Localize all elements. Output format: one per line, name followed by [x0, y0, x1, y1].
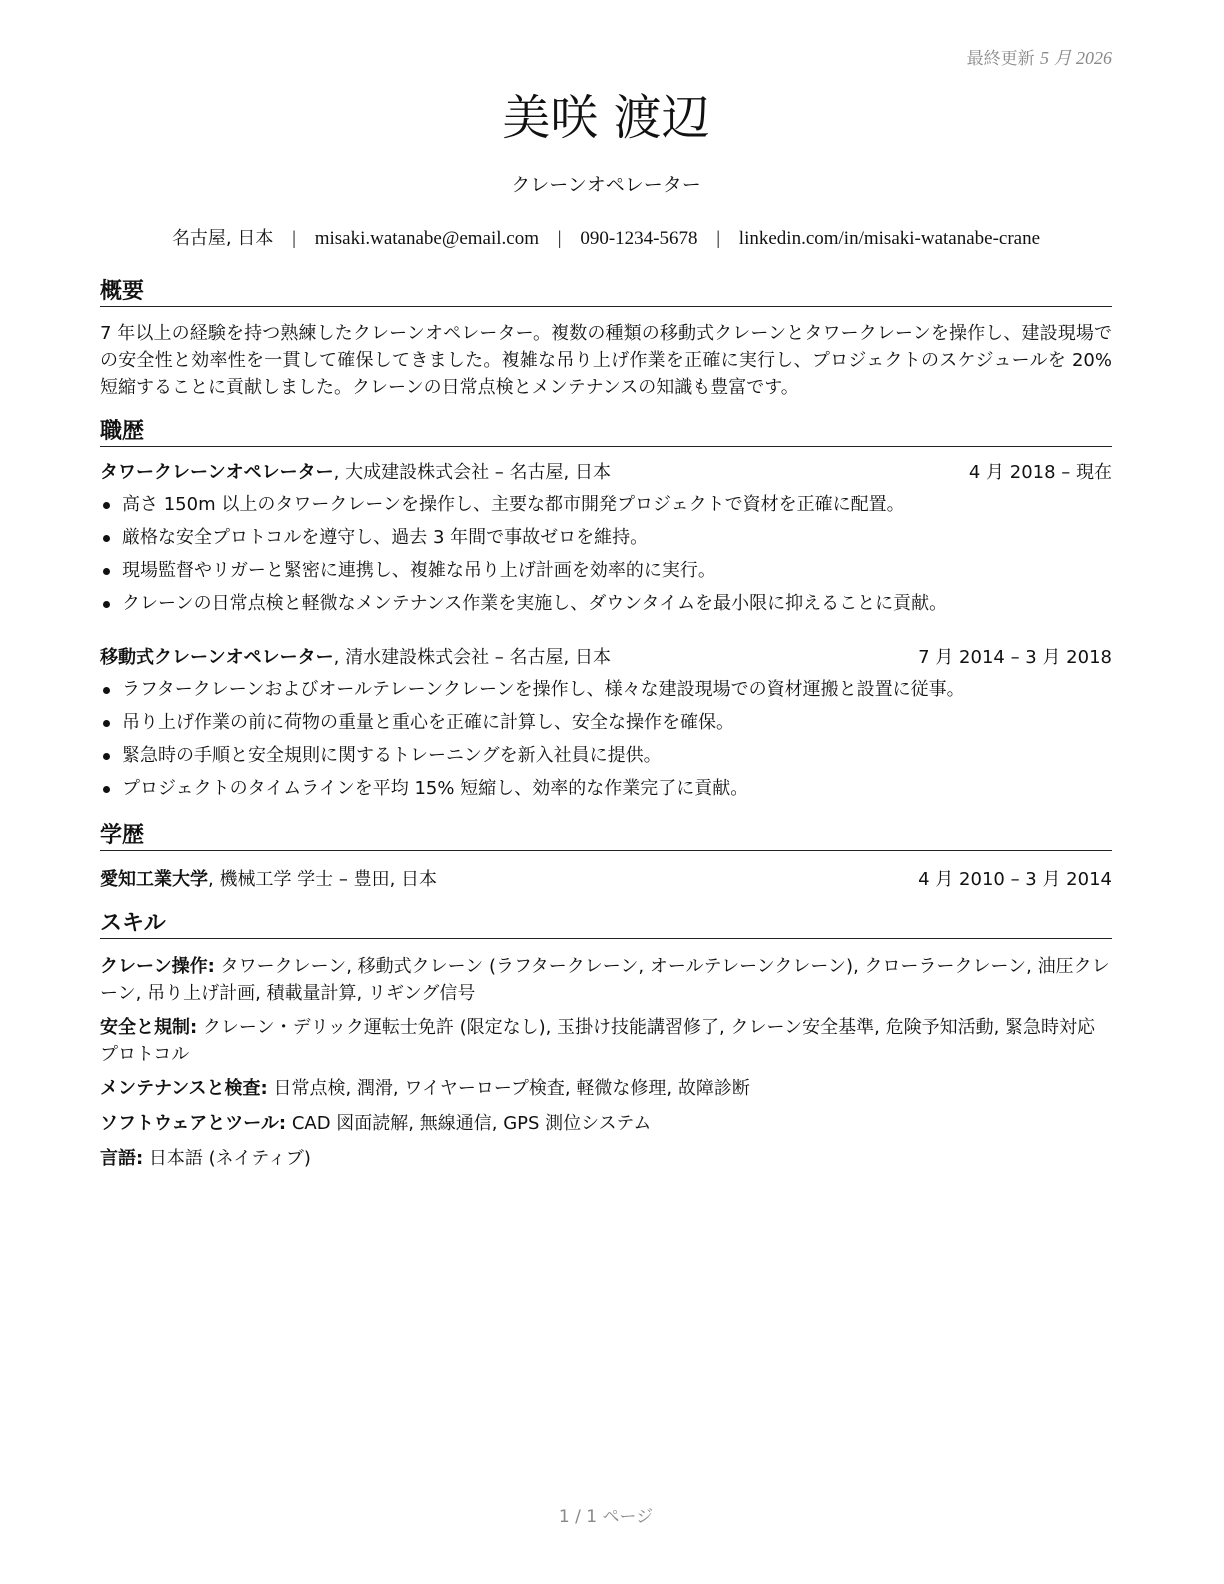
candidate-name: 美咲 渡辺 — [502, 90, 710, 146]
job-company: , 清水建設株式会社 – 名古屋, 日本 — [333, 647, 611, 668]
job-header — [100, 460, 1112, 486]
summary-text: 7 年以上の経験を持つ熟練したクレーンオペレーター。複数の種類の移動式クレーンとタワークレーンを操作し、建設現場での安全性と効率性を一貫して確保してきました。複雑な吊り上げ作業を正確に実行し、プロジェクトのスケジュールを 20% 短縮することに貢献しました。クレーンの日常点検とメンテナンスの知識も豊富です。 — [100, 323, 1112, 398]
contact-linkedin[interactable]: linkedin.com/in/misaki-watanabe-crane — [738, 228, 1041, 249]
last-updated-prefix: 最終更新 — [966, 49, 1035, 69]
skill-row — [100, 1145, 1112, 1172]
job-bullets — [100, 673, 1112, 805]
contact-email[interactable]: misaki.watanabe@email.com — [314, 228, 540, 249]
skill-value: 日本語 (ネイティブ) — [143, 1148, 311, 1169]
job-dates: 4 月 2018 – 現在 — [968, 462, 1112, 483]
contact-separator: | — [557, 228, 562, 249]
list-item: 緊急時の手順と安全規則に関するトレーニングを新入社員に提供。 — [100, 739, 1112, 772]
list-item: クレーンの日常点検と軽微なメンテナンス作業を実施し、ダウンタイムを最小限に抑えることに貢献。 — [100, 587, 1112, 620]
list-item: 現場監督やリガーと緊密に連携し、複雑な吊り上げ計画を効率的に実行。 — [100, 554, 1112, 587]
page-number: 1 / 1 ページ — [558, 1507, 654, 1527]
section-heading-summary: 概要 — [100, 278, 1112, 307]
job-role: 移動式クレーンオペレーター — [100, 647, 334, 668]
job-dates: 7 月 2014 – 3 月 2018 — [918, 647, 1112, 668]
skill-label: メンテナンスと検査: — [100, 1078, 268, 1099]
job-role: タワークレーンオペレーター — [100, 462, 334, 483]
education-entry — [100, 867, 1112, 893]
contact-separator: | — [292, 228, 296, 249]
resume-page — [100, 0, 1112, 1584]
section-heading-skills: スキル — [100, 910, 1112, 939]
education-school: 愛知工業大学 — [100, 869, 208, 890]
skill-value: CAD 図面読解, 無線通信, GPS 測位システム — [286, 1113, 652, 1134]
list-item: 吊り上げ作業の前に荷物の重量と重心を正確に計算し、安全な操作を確保。 — [100, 706, 1112, 739]
skill-row — [100, 1075, 1112, 1102]
skill-row — [100, 1014, 1112, 1068]
last-updated-date — [1040, 48, 1112, 68]
section-heading-education: 学歴 — [100, 822, 1112, 851]
list-item: 厳格な安全プロトコルを遵守し、過去 3 年間で事故ゼロを維持。 — [100, 521, 1112, 554]
education-dates: 4 月 2010 – 3 月 2014 — [918, 869, 1112, 890]
job-company: , 大成建設株式会社 – 名古屋, 日本 — [333, 462, 611, 483]
education-detail: , 機械工学 学士 – 豊田, 日本 — [208, 869, 438, 890]
last-updated-year: 2026 — [1076, 48, 1112, 68]
contact-separator: | — [716, 228, 721, 249]
last-updated-month: 5 月 — [1040, 48, 1072, 68]
skill-label: ソフトウェアとツール: — [100, 1113, 287, 1134]
skill-row — [100, 1110, 1112, 1137]
skill-value: タワークレーン, 移動式クレーン (ラフタークレーン, オールテレーンクレーン), クローラークレーン, 油圧クレーン, 吊り上げ計画, 積載量計算, リギング信号 — [100, 956, 1110, 1004]
job-bullets — [100, 488, 1112, 620]
skill-label: 安全と規制: — [100, 1017, 198, 1038]
contact-location: 名古屋, 日本 — [171, 228, 274, 249]
list-item: 高さ 150m 以上のタワークレーンを操作し、主要な都市開発プロジェクトで資材を正確に配置。 — [100, 488, 1112, 521]
skill-row — [100, 953, 1112, 1007]
skill-value: クレーン・デリック運転士免許 (限定なし), 玉掛け技能講習修了, クレーン安全基準, 危険予知活動, 緊急時対応プロトコル — [100, 1017, 1096, 1065]
skill-value: 日常点検, 潤滑, ワイヤーロープ検査, 軽微な修理, 故障診断 — [267, 1078, 750, 1099]
job-header — [100, 645, 1112, 671]
contact-line — [100, 224, 1112, 250]
skill-label: クレーン操作: — [100, 956, 215, 977]
list-item: プロジェクトのタイムラインを平均 15% 短縮し、効率的な作業完了に貢献。 — [100, 772, 1112, 805]
list-item: ラフタークレーンおよびオールテレーンクレーンを操作し、様々な建設現場での資材運搬と設置に従事。 — [100, 673, 1112, 706]
contact-phone[interactable]: 090-1234-5678 — [580, 228, 698, 249]
last-updated — [967, 44, 1112, 70]
skill-label: 言語: — [100, 1148, 144, 1169]
candidate-title: クレーンオペレーター — [511, 174, 701, 196]
section-heading-experience: 職歴 — [100, 418, 1112, 447]
